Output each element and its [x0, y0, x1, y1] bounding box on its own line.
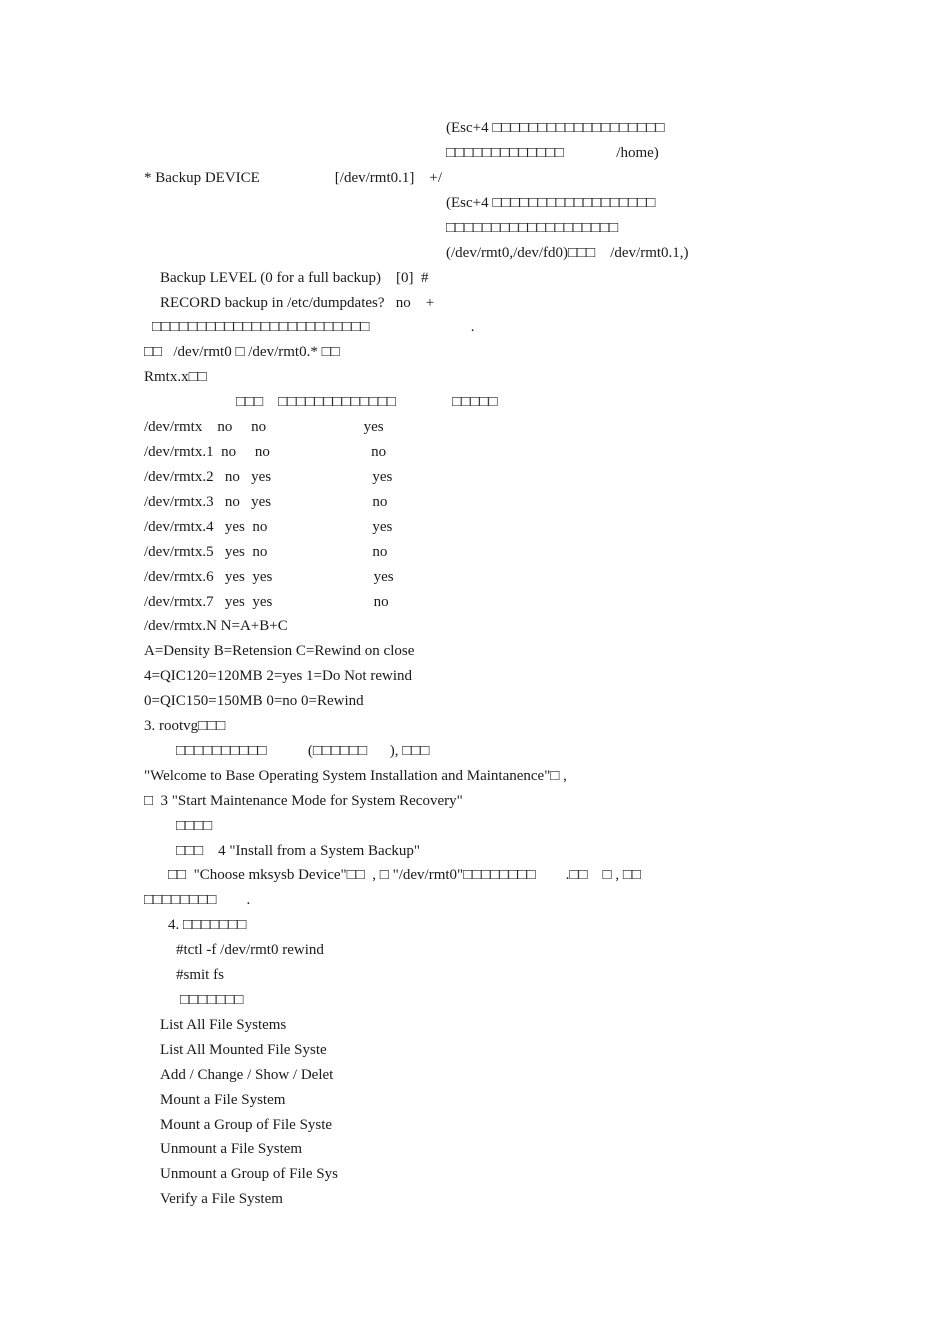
command-line: #tctl -f /dev/rmt0 rewind: [176, 942, 324, 958]
menu-item: List All Mounted File Syste: [160, 1042, 327, 1058]
text-line: (/dev/rmt0,/dev/fd0)□□□ /dev/rmt0.1,): [446, 245, 689, 261]
menu-item: List All File Systems: [160, 1017, 287, 1033]
menu-item: Unmount a File System: [160, 1141, 303, 1157]
text-line: □□□□□□□□□□□□□□□□□□□□□□□□ .: [152, 319, 475, 335]
text-line: □□□ 4 "Install from a System Backup": [176, 843, 420, 859]
text-line: RECORD backup in /etc/dumpdates? no +: [160, 295, 435, 311]
section-heading: 4. □□□□□□□: [168, 917, 247, 933]
table-row: /dev/rmtx.6 yes yes yes: [144, 569, 394, 585]
table-row: /dev/rmtx.1 no no no: [144, 444, 387, 460]
text-line: (Esc+4 □□□□□□□□□□□□□□□□□□: [446, 195, 656, 211]
text-line: * Backup DEVICE [/dev/rmt0.1] +/: [144, 170, 443, 186]
menu-item: Mount a File System: [160, 1092, 286, 1108]
text-line: 4=QIC120=120MB 2=yes 1=Do Not rewind: [144, 668, 412, 684]
table-row: /dev/rmtx.5 yes no no: [144, 544, 388, 560]
text-line: "Welcome to Base Operating System Installation and Maintanence"□ ,: [144, 768, 567, 784]
text-line: □□□□□□□□□□□□□□□□□□□: [446, 220, 619, 236]
text-line: □□□□□□□□ .: [144, 892, 251, 908]
table-header: □□□ □□□□□□□□□□□□□ □□□□□: [236, 394, 498, 410]
text-line: □ 3 "Start Maintenance Mode for System Recovery": [144, 793, 463, 809]
section-heading: 3. rootvg□□□: [144, 718, 226, 734]
text-line: (Esc+4 □□□□□□□□□□□□□□□□□□□: [446, 120, 665, 136]
text-line: □□□□□□□: [180, 992, 244, 1008]
text-line: A=Density B=Retension C=Rewind on close: [144, 643, 415, 659]
menu-item: Verify a File System: [160, 1191, 283, 1207]
text-line: □□□□□□□□□□□□□ /home): [446, 145, 659, 161]
table-row: /dev/rmtx.2 no yes yes: [144, 469, 393, 485]
text-line: □□□□□□□□□□ (□□□□□□ ), □□□: [176, 743, 430, 759]
menu-item: Mount a Group of File Syste: [160, 1117, 333, 1133]
text-line: 0=QIC150=150MB 0=no 0=Rewind: [144, 693, 364, 709]
table-row: /dev/rmtx no no yes: [144, 419, 384, 435]
menu-item: Unmount a Group of File Sys: [160, 1166, 338, 1182]
text-line: □□ "Choose mksysb Device"□□ , □ "/dev/rmt0"□□□□□□□□ .□□ □ , □□: [168, 867, 641, 883]
menu-item: Add / Change / Show / Delet: [160, 1067, 334, 1083]
text-line: □□ /dev/rmt0 □ /dev/rmt0.* □□: [144, 344, 340, 360]
text-line: Rmtx.x□□: [144, 369, 207, 385]
table-row: /dev/rmtx.4 yes no yes: [144, 519, 393, 535]
table-row: /dev/rmtx.7 yes yes no: [144, 594, 389, 610]
text-line: □□□□: [176, 818, 213, 834]
table-row: /dev/rmtx.3 no yes no: [144, 494, 388, 510]
text-line: /dev/rmtx.N N=A+B+C: [144, 618, 288, 634]
command-line: #smit fs: [176, 967, 224, 983]
text-line: Backup LEVEL (0 for a full backup) [0] #: [160, 270, 429, 286]
